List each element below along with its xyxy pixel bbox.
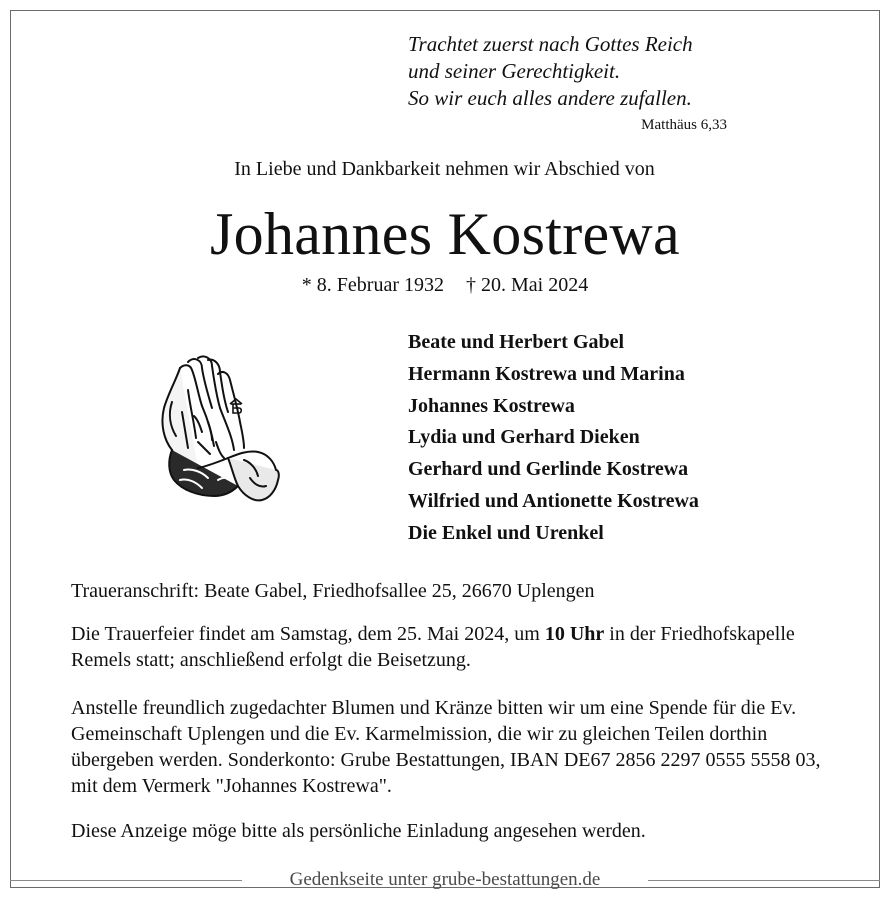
quote-line: und seiner Gerechtigkeit. xyxy=(408,59,621,83)
bible-quote xyxy=(408,31,738,112)
mourner-entry: Johannes Kostrewa xyxy=(408,394,575,417)
invitation-text: Diese Anzeige möge bitte als persönliche Einladung angesehen werden. xyxy=(71,820,646,842)
ceremony-text xyxy=(71,621,831,673)
birth-date: * 8. Februar 1932 xyxy=(301,274,444,296)
durer-monogram-icon xyxy=(229,398,243,414)
intro-text: In Liebe und Dankbarkeit nehmen wir Abschied von xyxy=(234,158,655,180)
mourner-entry: Lydia und Gerhard Dieken xyxy=(408,426,640,449)
mourner-entry: Gerhard und Gerlinde Kostrewa xyxy=(408,458,689,481)
mourner-entry: Beate und Herbert Gabel xyxy=(408,331,625,353)
quote-line: So wir euch alles andere zufallen. xyxy=(408,86,692,110)
mourners-list xyxy=(408,327,699,550)
donation-text: Anstelle freundlich zugedachter Blumen und Kränze bitten wir um eine Spende für die Ev. Gemeinschaft Uplengen und die Ev. Karmelmission, die wir zu gleichen Teilen dorthin übergeben werden. Sonderkonto: Grube Bestattungen, IBAN DE67 2856 2297 0555 5558 03, mit dem Vermerk "Johannes Kostrewa". xyxy=(71,697,821,797)
mourner-entry: Wilfried und Antionette Kostrewa xyxy=(408,489,699,512)
ceremony-text-after: in der Friedhofskapelle Remels statt; anschließend erfolgt die Beisetzung. xyxy=(71,623,795,671)
quote-line: Trachtet zuerst nach Gottes Reich xyxy=(408,32,693,56)
death-date: † 20. Mai 2024 xyxy=(465,274,589,296)
mourner-entry: Die Enkel und Urenkel xyxy=(408,521,604,544)
mourning-address: Traueranschrift: Beate Gabel, Friedhofsallee 25, 26670 Uplengen xyxy=(71,580,595,602)
mourner-entry: Hermann Kostrewa und Marina xyxy=(408,362,685,385)
memorial-page-link[interactable]: Gedenkseite unter grube-bestattungen.de xyxy=(289,869,601,890)
quote-reference: Matthäus 6,33 xyxy=(641,117,727,133)
ceremony-text-before: Die Trauerfeier findet am Samstag, dem 25. Mai 2024, um xyxy=(71,623,545,645)
life-dates xyxy=(0,274,890,297)
praying-hands-icon xyxy=(158,350,284,510)
deceased-name: Johannes Kostrewa xyxy=(210,201,680,267)
ceremony-time: 10 Uhr xyxy=(544,623,605,645)
